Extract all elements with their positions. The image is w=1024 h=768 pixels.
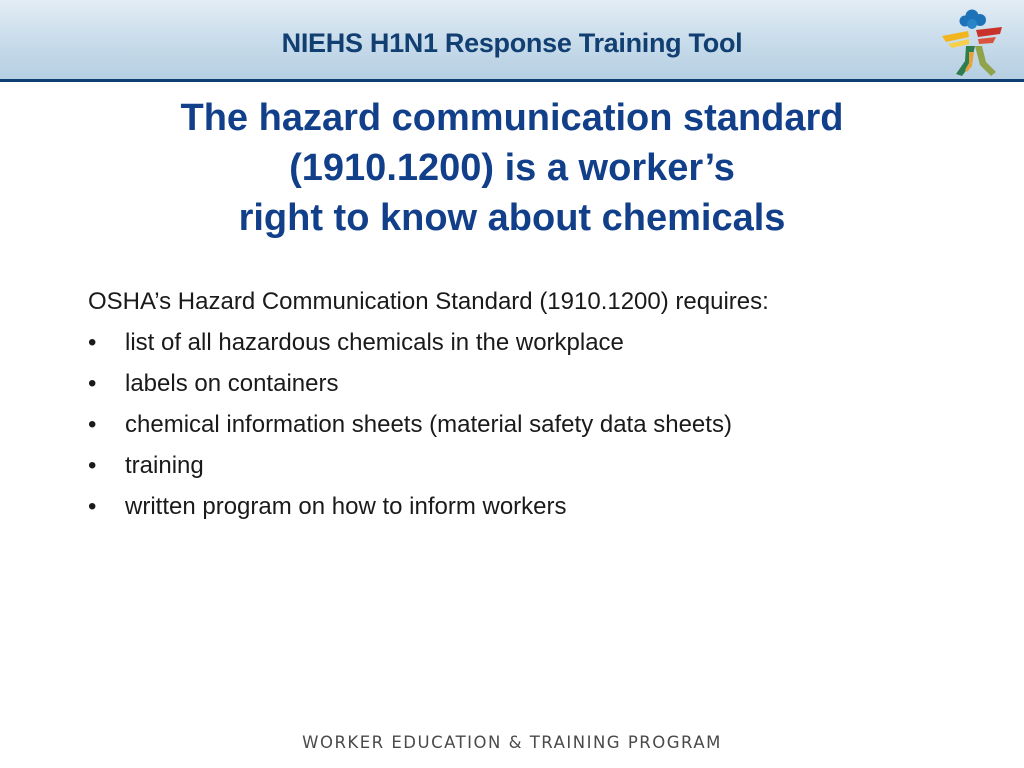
worker-figure-logo-icon: [938, 6, 1008, 80]
bullet-icon: •: [88, 493, 97, 520]
intro-text: OSHA’s Hazard Communication Standard (1910.1200) requires:: [88, 288, 769, 315]
bullet-list: [88, 322, 968, 527]
list-item-text: labels on containers: [125, 370, 339, 397]
list-item: [88, 486, 968, 527]
list-item: [88, 404, 968, 445]
bullet-icon: •: [88, 329, 97, 356]
slide-title-line: The hazard communication standard: [180, 97, 844, 139]
footer-program-name: WORKER EDUCATION & TRAINING PROGRAM: [302, 733, 722, 752]
list-item-text: chemical information sheets (material safety data sheets): [125, 411, 732, 438]
header-bar: [0, 0, 1024, 82]
bullet-icon: •: [88, 370, 97, 397]
header-title: NIEHS H1N1 Response Training Tool: [281, 28, 743, 58]
list-item: [88, 363, 968, 404]
slide-title-line: right to know about chemicals: [238, 197, 786, 239]
slide-title-line: (1910.1200) is a worker’s: [289, 147, 735, 189]
body-text: [88, 281, 968, 527]
bullet-icon: •: [88, 452, 97, 479]
slide-title: [60, 93, 964, 243]
list-item-text: written program on how to inform workers: [125, 493, 567, 520]
list-item: [88, 322, 968, 363]
list-item-text: training: [125, 452, 204, 479]
list-item-text: list of all hazardous chemicals in the workplace: [125, 329, 624, 356]
list-item: [88, 445, 968, 486]
bullet-icon: •: [88, 411, 97, 438]
